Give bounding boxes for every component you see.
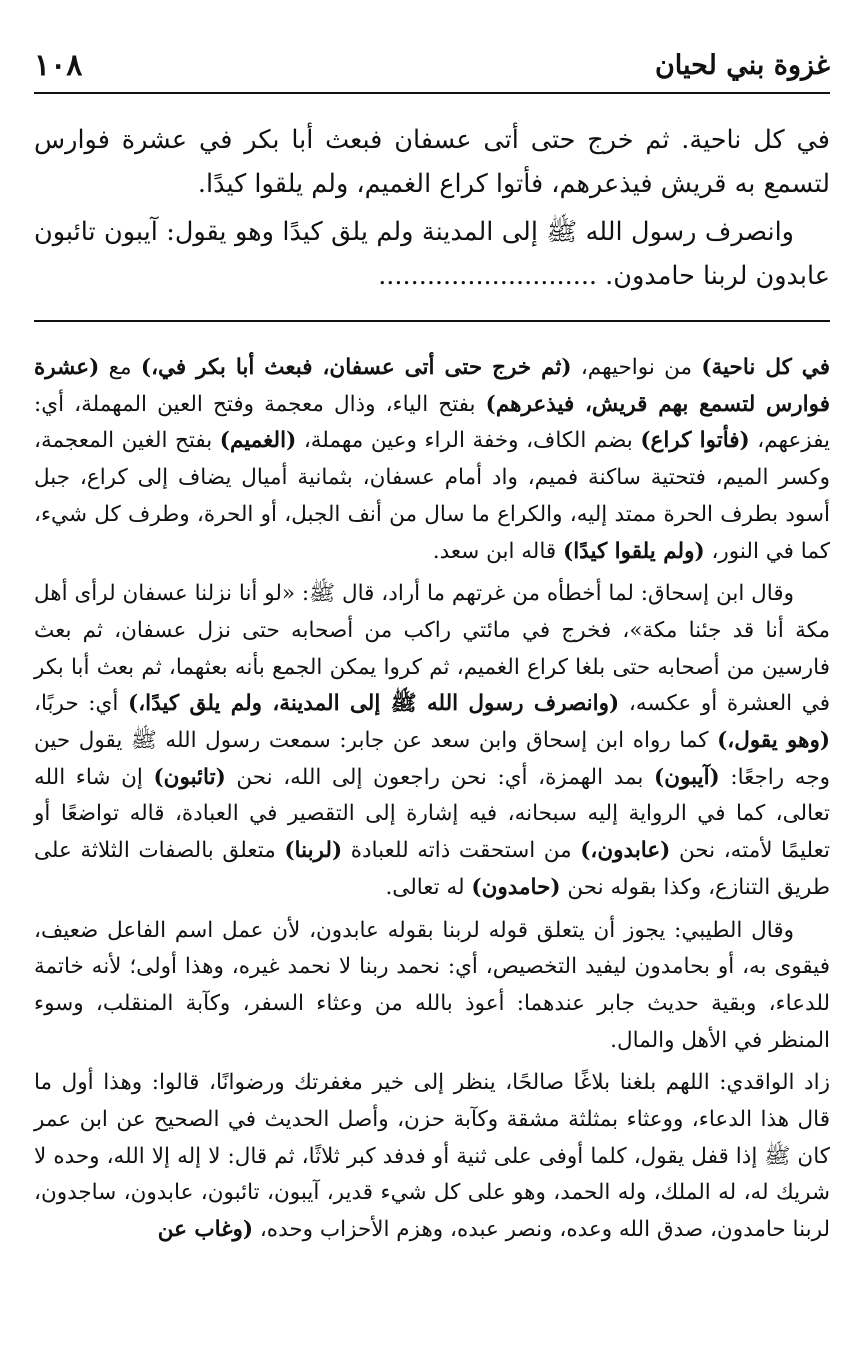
quoted-phrase: (وانصرف رسول الله ﷺ إلى المدينة، ولم يلق كيدًا،) — [128, 691, 620, 717]
commentary-text: وقال ابن إسحاق: لما أخطأه من غرتهم ما أراد، قال ﷺ: «لو أنا نزلنا عسفان لرأى أهل مكة أنا قد جئنا مكة»، فخرج في مائتي راكب من أصحابه حتى نزل عسفان، ثم بعث فارسين من أصحابه حتى بلغا كراع الغميم، ثم كروا يمكن الجمع بأنه بعثهما، ثم بعث أبا بكر في العشرة أو عكسه، — [34, 581, 831, 717]
commentary-text: زاد الواقدي: اللهم بلغنا بلاغًا صالحًا، ينظر إلى خير مغفرتك ورضوانًا، قالوا: وهذا أول ما قال هذا الدعاء، ووعثاء بمثلثة مشقة وكآبة حزن، وأصل الحديث في الصحيح عن ابن عمر كان ﷺ إذا قفل يقول، كلما أوفى على ثنية أو فدفد كبر ثلاثًا، ثم قال: لا إله إلا الله، وحده لا شريك له، له الملك، وله الحمد، وهو على كل شيء قدير، آيبون، تائبون، عابدون، ساجدون، لربنا حامدون، صدق الله وعده، ونصر عبده، وهزم الأحزاب وحده، — [34, 1070, 830, 1243]
commentary-paragraph — [34, 1065, 830, 1249]
quoted-phrase: (تائبون) — [153, 764, 226, 790]
commentary-text: له تعالى. — [385, 874, 472, 900]
quoted-phrase: في كل ناحية) — [701, 355, 830, 380]
commentary-text: بفتح الياء، وذال معجمة وفتح العين المهملة، أي: يفزعهم، — [34, 391, 830, 454]
commentary-paragraph: وقال الطيبي: يجوز أن يتعلق قوله لربنا بقوله عابدون، لأن عمل اسم الفاعل ضعيف، فيقوى به، أو بحامدون ليفيد التخصيص، أي: نحمد ربنا لا نحمد غيره، وهذا أولى؛ لأنه خاتمة للدعاء، وبقية حديث جابر عندهما: أعوذ بالله من وعثاء السفر، وكآبة المنقلب، وسوء المنظر في الأهل والمال. — [34, 917, 830, 1053]
main-text-paragraph: في كل ناحية. ثم خرج حتى أتى عسفان فبعث أبا بكر في عشرة فوارس لتسمع به قريش فيذعرهم، فأتوا كراع الغميم، ولم يلقوا كيدًا. — [34, 125, 830, 199]
commentary-text: أي: حربًا، — [34, 691, 129, 717]
ellipsis-dots: ........................... — [378, 261, 598, 291]
chapter-title: غزوة بني لحيان — [654, 50, 830, 81]
commentary-text: بفتح الغين المعجمة، وكسر الميم، فتحتية ساكنة فميم، واد أمام عسفان، بثمانية أميال يضاف إلى كراع، جبل أسود بطرف الحرة ممتد إليه، والكراع ما سال من أنف الجبل، أو الحرة، وطرف كل شيء، كما في النور، — [34, 428, 830, 564]
quoted-phrase: (ولم يلقوا كيدًا) — [563, 538, 705, 564]
text-separator-rule — [34, 320, 830, 322]
commentary-text: إن شاء الله تعالى، كما في الرواية إليه سبحانه، فيه إشارة إلى التقصير في العبادة، قاله تواضعًا أو تعليمًا لأمته، نحن — [34, 764, 830, 864]
commentary-text: من نواحيهم، — [571, 355, 702, 380]
page-number: ١٠٨ — [34, 48, 83, 83]
quoted-phrase: (آيبون) — [654, 764, 720, 790]
quoted-phrase: (ثم خرج حتى أتى عسفان، فبعث أبا بكر في،) — [140, 355, 572, 380]
quoted-phrase: (وهو يقول،) — [717, 728, 830, 754]
commentary-text: من استحقت ذاته للعبادة — [342, 838, 581, 864]
quoted-phrase: (عشرة فوارس لتسمع بهم قريش، فيذعرهم) — [34, 355, 830, 417]
quoted-phrase: (لربنا) — [284, 838, 343, 864]
commentary-paragraph — [34, 576, 830, 906]
quoted-phrase: (وغاب عن — [157, 1217, 254, 1243]
quoted-phrase: (فأتوا كراع) — [640, 428, 750, 454]
page-header — [34, 42, 830, 94]
commentary-text: بضم الكاف، وخفة الراء وعين مهملة، — [296, 428, 641, 454]
commentary-text: كما رواه ابن إسحاق وابن سعد عن جابر: سمعت رسول الله ﷺ يقول حين وجه راجعًا: — [34, 728, 830, 790]
quoted-phrase: (عابدون،) — [580, 838, 671, 864]
main-text-paragraph — [34, 210, 830, 298]
commentary-text: بمد الهمزة، أي: نحن راجعون إلى الله، نحن — [225, 764, 655, 790]
commentary-text: مع — [99, 355, 141, 380]
commentary-text: قاله ابن سعد. — [432, 538, 564, 564]
main-text — [34, 118, 830, 302]
main-text-line: وانصرف رسول الله ﷺ إلى المدينة ولم يلق كيدًا وهو يقول: آيبون تائبون عابدون لربنا حامدون. — [34, 217, 830, 291]
quoted-phrase: (الغميم) — [219, 428, 297, 454]
commentary — [34, 350, 830, 1255]
commentary-paragraph — [34, 350, 830, 570]
quoted-phrase: (حامدون) — [471, 874, 561, 900]
commentary-text: متعلق بالصفات الثلاثة على طريق التنازع، وكذا بقوله نحن — [34, 838, 830, 900]
